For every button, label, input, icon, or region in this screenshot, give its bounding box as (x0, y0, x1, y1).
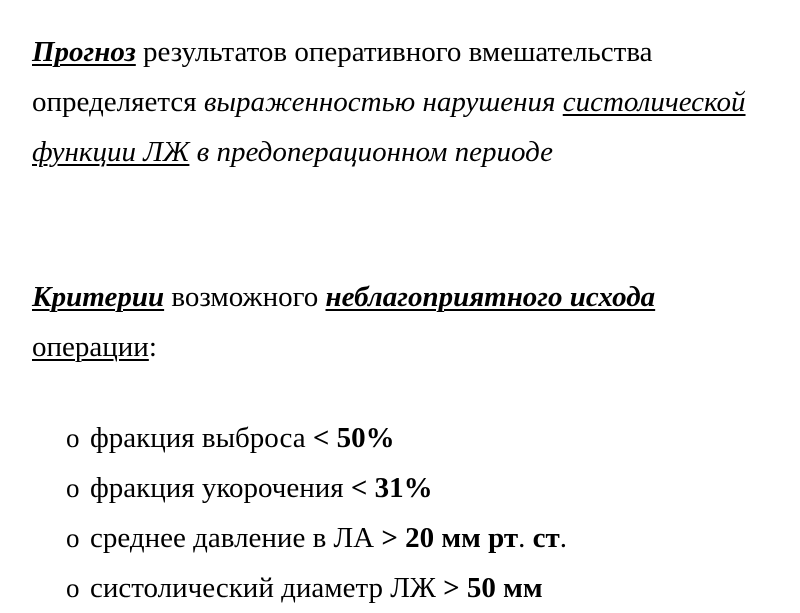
list-item-value: < 31% (350, 472, 433, 504)
systolic-function-phrase: систолической функции ЛЖ (32, 86, 746, 168)
list-item-value-2: ст (532, 522, 560, 554)
severity-word: выраженностью нарушения (203, 86, 563, 118)
criteria-colon: : (148, 331, 157, 363)
list-item-label: фракция укорочения (90, 472, 351, 504)
list-item-value: < 50% (312, 422, 395, 454)
criteria-list (66, 413, 567, 613)
criteria-text-a: возможного (164, 281, 326, 313)
bullet-icon: o (66, 473, 80, 503)
list-item-label: систолический диаметр ЛЖ (90, 572, 444, 604)
list-item (66, 463, 567, 513)
list-item-tail-2: . (559, 522, 568, 554)
list-item (66, 563, 567, 613)
prognosis-word: Прогноз (32, 36, 136, 68)
prognosis-paragraph (32, 27, 772, 177)
prognosis-text-a: результатов оперативного вмешательства определяется (32, 36, 653, 118)
bullet-icon: o (66, 523, 80, 553)
criteria-paragraph (32, 272, 772, 372)
unfavorable-outcome-phrase: неблагоприятного исхода (325, 281, 656, 313)
prognosis-text-b: в предоперационном периоде (189, 136, 553, 168)
list-item-tail: . (518, 522, 533, 554)
list-item (66, 513, 567, 563)
operation-word: операции (32, 331, 149, 363)
list-item (66, 413, 567, 463)
list-item-label: фракция выброса (90, 422, 313, 454)
bullet-icon: o (66, 573, 80, 603)
list-item-label: среднее давление в ЛА (90, 522, 382, 554)
list-item-value: > 50 мм (443, 572, 543, 604)
criteria-word: Критерии (32, 281, 165, 313)
bullet-icon: o (66, 423, 80, 453)
list-item-value: > 20 мм рт (381, 522, 519, 554)
